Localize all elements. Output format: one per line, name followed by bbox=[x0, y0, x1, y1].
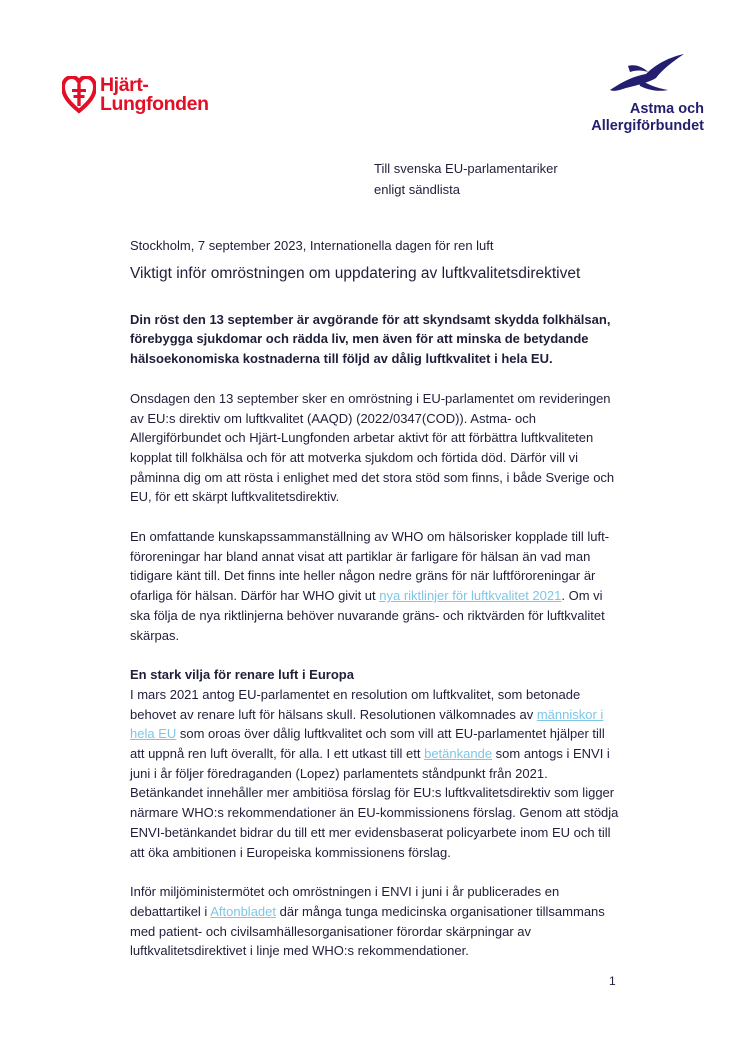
people-across-eu-link[interactable]: människor i hela EU bbox=[130, 706, 604, 742]
paragraph-4 bbox=[130, 882, 620, 961]
recipient-line2: enligt sändlista bbox=[374, 182, 460, 197]
paragraph-3-text-b: som oroas över dålig luftkvalitet och som vill att EU-parlamentet hjälper till att uppnå ren luft överallt, för alla. I ett utkast till ett bbox=[130, 726, 605, 762]
recipient-block bbox=[374, 158, 558, 200]
recipient-line1: Till svenska EU-parlamentariker bbox=[374, 161, 558, 176]
lead-paragraph: Din röst den 13 september är avgörande för att skyndsamt skydda folkhälsan, förebygga sjukdomar och rädda liv, men även för att minska de betydande hälsoekonomiska kostnaderna till följd av dålig luftkvalitet i hela EU. bbox=[130, 311, 611, 367]
aftonbladet-link[interactable]: Aftonbladet bbox=[210, 903, 276, 919]
hjart-logo-line1: Hjärt- bbox=[100, 74, 149, 96]
page-number: 1 bbox=[609, 974, 616, 988]
swallow-bird-icon bbox=[608, 52, 686, 98]
subject-line: Viktigt inför omröstningen om uppdatering av luftkvalitetsdirektivet bbox=[130, 264, 581, 282]
letter-body bbox=[130, 236, 620, 981]
who-guidelines-link[interactable]: nya riktlinjer för luftkvalitet 2021 bbox=[379, 588, 562, 604]
paragraph-4-text-a: Inför miljöministermötet och omröstningen i ENVI i juni i år publicerades en debattartikel i bbox=[130, 884, 560, 919]
hjart-logo-line2: Lungfonden bbox=[100, 93, 209, 115]
paragraph-2-text-a: En omfattande kunskapssammanställning av WHO om hälsorisker kopplade till luft-föroreningar har bland annat visat att partiklar är farligare för hälsan än vad man tidigare känt till. Det finns inte heller någon nedre gräns för när luftföroreningar är ofarliga för hälsan. Därför har WHO givit ut bbox=[130, 529, 610, 604]
date-line: Stockholm, 7 september 2023, Internationella dagen för ren luft bbox=[130, 238, 494, 253]
paragraph-3-text-a: I mars 2021 antog EU-parlamentet en resolution om luftkvalitet, som betonade behovet av renare luft för hälsans skull. Resolutionen välkomnades av bbox=[130, 686, 581, 722]
section-heading: En stark vilja för renare luft i Europa bbox=[130, 667, 354, 683]
paragraph-2 bbox=[130, 527, 620, 645]
paragraph-3-text-c: som antogs i ENVI i juni i år följer föredraganden (Lopez) parlamentets ståndpunkt från 2021. Betänkandet innehåller mer ambitiösa förslag för EU:s luftkvalitetsdirektiv som ligger närmare WHO:s rekommendationer än EU-kommissionens förslag. Genom att stödja ENVI-betänkandet bidrar du till ett mer evidensbaserat policyarbete inom EU och till att öka ambitionen i Europeiska kommissionens förslag. bbox=[130, 746, 619, 860]
paragraph-4-text-b: där många tunga medicinska organisationer tillsammans med patient- och civilsamhällesorganisationer förordar skärpningar av luftkvalitetsdirektivet i linje med WHO:s rekommendationer. bbox=[130, 903, 605, 959]
report-link[interactable]: betänkande bbox=[424, 746, 493, 762]
paragraph-3 bbox=[130, 685, 620, 862]
astma-logo-line2: Allergiförbundet bbox=[591, 118, 704, 134]
paragraph-2-text-b: . Om vi ska följa de nya riktlinjerna behöver nuvarande gräns- och riktvärden för luftkvalitet skärpas. bbox=[130, 588, 605, 643]
astma-logo-line1: Astma och bbox=[629, 101, 704, 117]
paragraph-1: Onsdagen den 13 september sker en omröstning i EU-parlamentet om revideringen av EU:s direktiv om luftkvalitet (AAQD) (2022/0347(COD)). Astma- och Allergiförbundet och Hjärt-Lungfonden arbetar aktivt för att förbättra luftkvaliteten kopplat till folkhälsa och för att motverka sjukdom och förtida död. Därför vill vi påminna dig om att rösta i enlighet med det stora stöd som finns, i både Sverige och EU, för ett skärpt luftkvalitetsdirektiv. bbox=[130, 390, 615, 505]
heart-cross-icon bbox=[62, 76, 96, 114]
hjart-lungfonden-logo bbox=[62, 76, 209, 114]
